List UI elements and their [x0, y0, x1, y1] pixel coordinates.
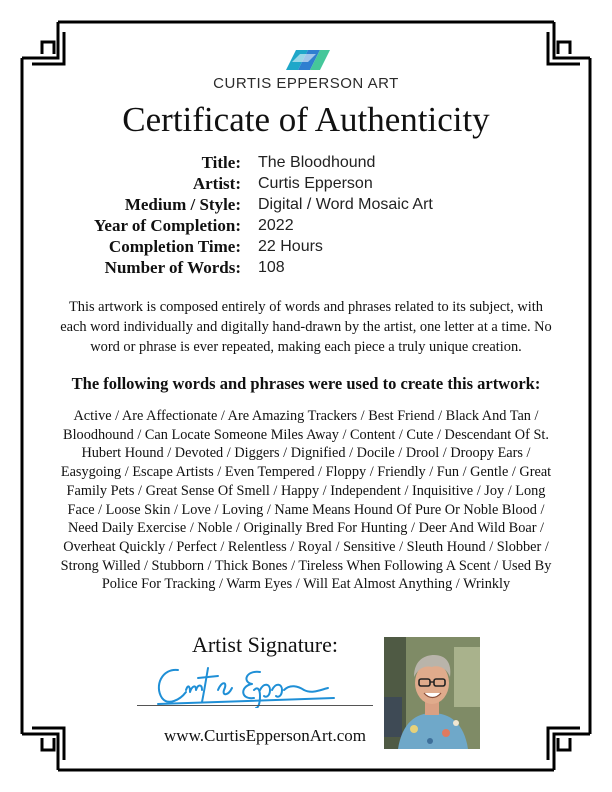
website-url: www.CurtisEppersonArt.com [164, 726, 366, 745]
detail-row-title [0, 152, 612, 173]
words-list: Active / Are Affectionate / Are Amazing Trackers / Best Friend / Black And Tan / Bloodhound / Can Locate Someone Miles Away / Content / Cute / Descendant Of St. Hubert Hound / Devoted / Diggers / Dignified / Docile / Drool / Droopy Ears / Easygoing / Escape Artists / Even Tempered / Floppy / Friendly / Fun / Gentle / Great Family Pets / Great Sense Of Smell / Happy / Independent / Inquisitive / Joy / Long Face / Loose Skin / Love / Loving / Name Means Hound Of Pure Or Noble Blood / Need Daily Exercise / Noble / Originally Bred For Hunting / Deer And Wild Boar / Overheat Quickly / Perfect / Relentless / Royal / Sensitive / Sleuth Hound / Slobber / Strong Willed / Stubborn / Thick Bones / Tireless When Following A Scent / Used By Police For Tracking / Warm Eyes / Will Eat Almost Anything / Wrinkly [60, 408, 552, 593]
artist-signature [148, 660, 338, 708]
words-heading: The following words and phrases were used to create this artwork: [71, 374, 541, 393]
detail-value: 108 [258, 258, 285, 276]
brand-name: CURTIS EPPERSON ART [213, 75, 399, 92]
brand-mark-icon [278, 44, 334, 74]
detail-value: The Bloodhound [258, 153, 376, 171]
detail-row-year [0, 215, 612, 236]
artist-photo [384, 637, 480, 749]
certificate-title: Certificate of Authenticity [122, 100, 490, 139]
detail-row-time [0, 236, 612, 257]
detail-label: Artist: [192, 173, 241, 193]
detail-value: 2022 [258, 216, 294, 234]
signature-label: Artist Signature: [191, 632, 339, 657]
detail-label: Completion Time: [108, 236, 241, 256]
detail-value: 22 Hours [258, 237, 323, 255]
signature-line [137, 705, 373, 706]
detail-value: Digital / Word Mosaic Art [258, 195, 433, 213]
detail-value: Curtis Epperson [258, 174, 373, 192]
detail-label: Number of Words: [104, 257, 241, 277]
detail-label: Title: [201, 152, 241, 172]
detail-row-medium [0, 194, 612, 215]
detail-label: Year of Completion: [94, 215, 241, 235]
detail-row-artist [0, 173, 612, 194]
artwork-details [0, 152, 612, 278]
artwork-description: This artwork is composed entirely of words and phrases related to its subject, with each word individually and digitally hand-drawn by the artist, one letter at a time. No word or phrase is ever repeated, making each piece a truly unique creation. [60, 299, 552, 355]
detail-row-words [0, 257, 612, 278]
detail-label: Medium / Style: [124, 194, 241, 214]
brand-logo [0, 44, 612, 92]
